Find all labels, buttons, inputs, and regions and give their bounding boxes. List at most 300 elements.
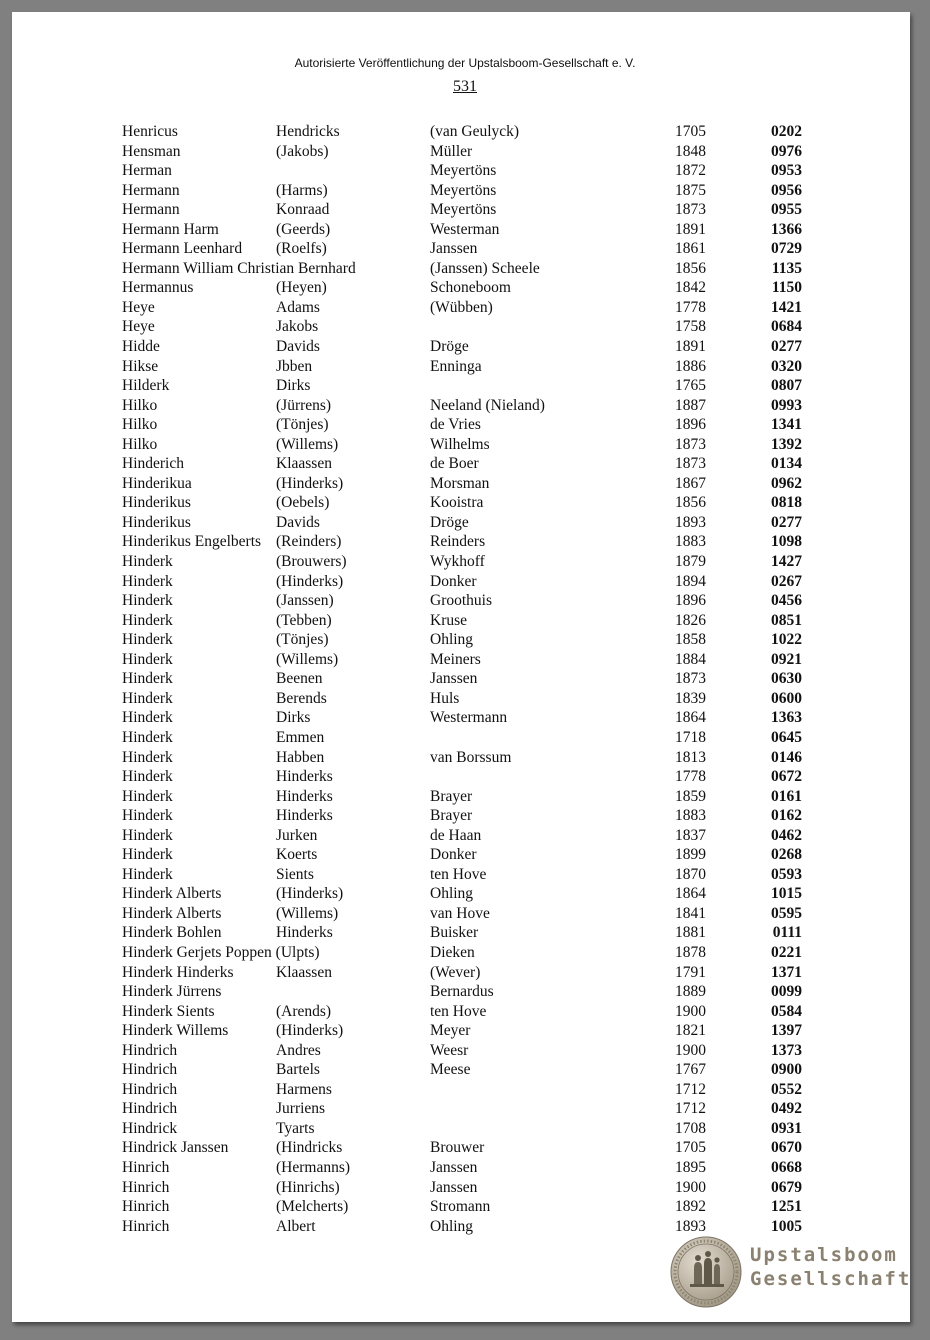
entry-year: 1872 (675, 162, 706, 180)
entry-surname: Meyertöns (430, 201, 497, 219)
entry-patronymic: (Willems) (276, 435, 339, 453)
table-row (12, 278, 910, 298)
entry-surname: Bernardus (430, 983, 494, 1001)
entry-number: 0679 (771, 1178, 802, 1196)
entry-number: 0161 (771, 787, 802, 805)
entry-first-name: Hinderk (122, 807, 173, 825)
entry-surname: Meyertöns (430, 181, 497, 199)
table-row (12, 493, 910, 513)
table-row (12, 728, 910, 748)
entry-surname: Dröge (430, 513, 469, 531)
entry-patronymic: (Hinrichs) (276, 1178, 340, 1196)
entry-patronymic: Hendricks (276, 123, 340, 140)
entry-first-name: Hidde (122, 338, 160, 356)
entry-first-name: Hermannus (122, 279, 194, 297)
entry-surname: (Wever) (430, 963, 481, 981)
entry-patronymic: Tyarts (276, 1119, 315, 1137)
entry-year: 1867 (675, 474, 706, 492)
table-row (12, 923, 910, 943)
entry-first-name: Hindrich (122, 1061, 178, 1079)
entry-first-name: Hinderikus (122, 513, 191, 531)
entry-number: 0595 (771, 904, 802, 922)
entry-patronymic: Davids (276, 513, 320, 531)
entry-surname: (van Geulyck) (430, 123, 520, 140)
document-page (12, 12, 910, 1322)
table-row (12, 1197, 910, 1217)
table-row (12, 1178, 910, 1198)
entry-number: 0111 (772, 924, 802, 942)
entry-number: 0162 (771, 807, 802, 825)
entry-first-name: Hinderikus Engelberts (122, 533, 262, 551)
entry-first-name: Hinderk Alberts (122, 885, 222, 903)
entry-number: 0492 (771, 1100, 802, 1118)
entry-year: 1879 (675, 553, 706, 571)
entry-number: 0221 (771, 943, 802, 961)
entry-year: 1896 (675, 416, 706, 434)
entry-number: 0202 (771, 123, 802, 140)
table-row (12, 572, 910, 592)
entry-year: 1886 (675, 357, 706, 375)
table-row (12, 904, 910, 924)
society-logo (670, 1236, 912, 1316)
entry-first-name: Hilko (122, 416, 158, 434)
entry-surname: Enninga (430, 357, 482, 375)
table-row (12, 884, 910, 904)
entry-year: 1889 (675, 983, 706, 1001)
entry-year: 1891 (675, 338, 706, 356)
page-header: Autorisierte Veröffentlichung der Upstalsboom-Gesellschaft e. V. (294, 56, 636, 70)
entry-surname: Dröge (430, 338, 469, 356)
entry-patronymic: Klaassen (276, 963, 332, 981)
entry-year: 1813 (675, 748, 706, 766)
entry-patronymic: Albert (276, 1217, 316, 1235)
entry-year: 1778 (675, 298, 706, 316)
table-row (12, 513, 910, 533)
entry-patronymic: (Hermanns) (276, 1158, 351, 1176)
entry-first-name: Heye (122, 298, 155, 316)
entry-year: 1859 (675, 787, 706, 805)
entry-surname: (Janssen) Scheele (430, 259, 540, 277)
entry-year: 1896 (675, 592, 706, 610)
entry-surname: Ohling (430, 885, 474, 903)
table-row (12, 122, 910, 142)
entry-patronymic: Bartels (276, 1061, 320, 1079)
entry-number: 1392 (771, 435, 802, 453)
entry-surname: Meese (430, 1061, 471, 1079)
entry-number: 1251 (771, 1198, 802, 1216)
entry-surname: Meiners (430, 650, 481, 668)
entry-surname: Janssen (430, 1178, 478, 1196)
entry-first-name: Hindrich (122, 1041, 178, 1059)
entry-number: 0900 (771, 1061, 802, 1079)
table-row (12, 787, 910, 807)
table-row (12, 396, 910, 416)
entry-surname: Schoneboom (430, 279, 511, 297)
entry-first-name: Hindrich (122, 1100, 178, 1118)
table-row (12, 474, 910, 494)
entry-year: 1712 (675, 1100, 706, 1118)
entry-year: 1765 (675, 377, 706, 395)
entry-year: 1883 (675, 533, 706, 551)
entry-surname: de Haan (430, 826, 482, 844)
entry-year: 1718 (675, 728, 706, 746)
table-row (12, 943, 910, 963)
entry-year: 1826 (675, 611, 706, 629)
entry-surname: de Vries (430, 416, 481, 434)
entry-number: 1022 (771, 631, 802, 649)
entry-patronymic: Jurken (276, 826, 318, 844)
entry-year: 1873 (675, 435, 706, 453)
entry-first-name: Hinderk (122, 611, 173, 629)
table-row (12, 865, 910, 885)
entry-surname: Huls (430, 689, 460, 707)
entry-year: 1712 (675, 1080, 706, 1098)
seal-icon (670, 1236, 742, 1308)
table-row (12, 454, 910, 474)
entry-surname: Ohling (430, 631, 474, 649)
entry-number: 1427 (771, 553, 802, 571)
entry-patronymic: Jurriens (276, 1100, 326, 1118)
entry-patronymic: (Hinderks) (276, 474, 344, 492)
entry-patronymic: Klaassen (276, 455, 332, 473)
entry-year: 1864 (675, 885, 706, 903)
entry-first-name: Hindrick Janssen (122, 1139, 229, 1157)
entry-surname: Janssen (430, 1158, 478, 1176)
entry-patronymic: (Reinders) (276, 533, 342, 551)
entry-number: 0552 (771, 1080, 802, 1098)
entry-surname: Kruse (430, 611, 468, 629)
entry-surname: Neeland (Nieland) (430, 396, 545, 414)
entry-number: 1373 (771, 1041, 802, 1059)
entry-number: 0134 (771, 455, 802, 473)
entry-surname: Müller (430, 142, 473, 160)
table-row (12, 1080, 910, 1100)
logo-text-line1: Upstalsboom (750, 1244, 898, 1266)
entry-first-name: Hinderk (122, 572, 173, 590)
entry-surname: Reinders (430, 533, 486, 551)
entry-patronymic: Jakobs (276, 318, 319, 336)
entry-first-name: Hinderk Hinderks (122, 963, 234, 981)
entry-number: 1098 (771, 533, 802, 551)
entry-year: 1870 (675, 865, 706, 883)
entry-surname: (Wübben) (430, 298, 493, 316)
entry-number: 0645 (771, 728, 802, 746)
entry-number: 0851 (771, 611, 802, 629)
entry-year: 1839 (675, 689, 706, 707)
entry-first-name: Hilderk (122, 377, 170, 395)
table-row (12, 239, 910, 259)
table-row (12, 298, 910, 318)
table-row (12, 1002, 910, 1022)
entry-first-name: Hinderk (122, 768, 173, 786)
entry-first-name: Hermann Harm (122, 220, 219, 238)
entry-number: 1150 (771, 279, 802, 297)
entry-number: 0956 (771, 181, 802, 199)
entry-year: 1893 (675, 513, 706, 531)
entry-number: 1135 (771, 259, 802, 277)
entry-first-name: Hinrich (122, 1158, 170, 1176)
table-row (12, 1217, 910, 1237)
entry-patronymic: Habben (276, 748, 325, 766)
entry-number: 1397 (771, 1022, 802, 1040)
entry-patronymic: Hinderks (276, 924, 333, 942)
entry-number: 1371 (771, 963, 802, 981)
entry-patronymic: (Melcherts) (276, 1198, 349, 1216)
entry-patronymic: (Willems) (276, 650, 339, 668)
entry-first-name: Hinderk Bohlen (122, 924, 222, 942)
entry-year: 1899 (675, 846, 706, 864)
entry-first-name: Heye (122, 318, 155, 336)
entry-patronymic: (Arends) (276, 1002, 332, 1020)
entry-patronymic: (Harms) (276, 181, 328, 199)
entry-patronymic: (Hinderks) (276, 885, 344, 903)
entry-surname: Ohling (430, 1217, 474, 1235)
entry-first-name: Hinderk (122, 631, 173, 649)
entry-surname: Wilhelms (430, 435, 490, 453)
entry-first-name: Hinderk (122, 689, 173, 707)
logo-text-line2: Gesellschaft (750, 1268, 912, 1290)
entry-number: 0267 (771, 572, 802, 590)
entry-patronymic: (Brouwers) (276, 553, 347, 571)
entry-patronymic: Emmen (276, 728, 325, 746)
entry-patronymic: (Jakobs) (276, 142, 329, 160)
entry-year: 1837 (675, 826, 706, 844)
entry-patronymic: Davids (276, 338, 320, 356)
entry-surname: Stromann (430, 1198, 491, 1216)
table-row (12, 963, 910, 983)
entry-first-name: Henricus (122, 123, 178, 140)
entry-year: 1856 (675, 494, 706, 512)
entry-year: 1892 (675, 1198, 706, 1216)
entry-number: 0729 (771, 240, 802, 258)
entry-year: 1864 (675, 709, 706, 727)
entry-patronymic: Berends (276, 689, 327, 707)
entry-year: 1900 (675, 1002, 706, 1020)
entry-surname: Groothuis (430, 592, 492, 610)
entry-surname: Morsman (430, 474, 490, 492)
entry-number: 0668 (771, 1158, 802, 1176)
entry-first-name: Hermann William Christian Bernhard (122, 259, 356, 277)
table-row (12, 1041, 910, 1061)
table-row (12, 591, 910, 611)
entry-year: 1900 (675, 1041, 706, 1059)
entry-first-name: Hermann Leenhard (122, 240, 243, 258)
entry-year: 1767 (675, 1061, 706, 1079)
entry-number: 1015 (771, 885, 802, 903)
table-row (12, 826, 910, 846)
entry-surname: Meyer (430, 1022, 471, 1040)
entry-year: 1883 (675, 807, 706, 825)
table-row (12, 630, 910, 650)
entry-patronymic: (Willems) (276, 904, 339, 922)
table-row (12, 337, 910, 357)
table-row (12, 552, 910, 572)
entry-number: 0099 (771, 983, 802, 1001)
entry-first-name: Hinderk Alberts (122, 904, 222, 922)
entry-patronymic: (Oebels) (276, 494, 330, 512)
table-row (12, 748, 910, 768)
entry-first-name: Hinderk (122, 553, 173, 571)
entry-patronymic: Jbben (276, 357, 313, 375)
table-row (12, 1099, 910, 1119)
entry-patronymic: (Heyen) (276, 279, 327, 297)
entry-number: 0593 (771, 865, 802, 883)
entry-first-name: Hermann (122, 201, 180, 219)
entry-first-name: Hinderk (122, 846, 173, 864)
entry-surname: Brayer (430, 807, 473, 825)
entry-year: 1873 (675, 201, 706, 219)
entry-patronymic: (Jürrens) (276, 396, 332, 414)
entry-first-name: Hikse (122, 357, 159, 375)
entry-number: 0953 (771, 162, 802, 180)
entry-number: 0993 (771, 396, 802, 414)
entry-year: 1778 (675, 768, 706, 786)
entry-first-name: Hindrick (122, 1119, 178, 1137)
entry-year: 1873 (675, 670, 706, 688)
entry-year: 1858 (675, 631, 706, 649)
entry-surname: Donker (430, 846, 477, 864)
entry-patronymic: (Hindricks (276, 1139, 343, 1157)
entry-surname: ten Hove (430, 1002, 487, 1020)
entry-year: 1895 (675, 1158, 706, 1176)
entry-number: 0146 (771, 748, 802, 766)
entry-year: 1841 (675, 904, 706, 922)
entry-year: 1875 (675, 181, 706, 199)
entry-surname: Brayer (430, 787, 473, 805)
entry-first-name: Hensman (122, 142, 181, 160)
table-row (12, 161, 910, 181)
entry-number: 0600 (771, 689, 802, 707)
table-row (12, 1158, 910, 1178)
table-row (12, 1119, 910, 1139)
table-row (12, 1060, 910, 1080)
entry-patronymic: Hinderks (276, 768, 333, 786)
table-row (12, 1138, 910, 1158)
entry-year: 1758 (675, 318, 706, 336)
table-row (12, 689, 910, 709)
entry-first-name: Hinderk (122, 650, 173, 668)
table-row (12, 669, 910, 689)
entry-patronymic: Adams (276, 298, 320, 316)
table-row (12, 806, 910, 826)
table-row (12, 611, 910, 631)
entry-patronymic: Konraad (276, 201, 330, 219)
entry-first-name: Hinrich (122, 1198, 170, 1216)
entry-year: 1900 (675, 1178, 706, 1196)
entry-surname: de Boer (430, 455, 479, 473)
entry-first-name: Hinderk (122, 709, 173, 727)
entry-first-name: Hinderk (122, 670, 173, 688)
entry-year: 1856 (675, 259, 706, 277)
table-row (12, 220, 910, 240)
entry-patronymic: (Hinderks) (276, 1022, 344, 1040)
page-number: 531 (453, 78, 477, 95)
entry-number: 1366 (771, 220, 802, 238)
entry-first-name: Hinderikua (122, 474, 192, 492)
table-row (12, 845, 910, 865)
entry-surname: Janssen (430, 670, 478, 688)
entry-first-name: Hinderk Gerjets Poppen (Ulpts) (122, 943, 320, 961)
entry-number: 0630 (771, 670, 802, 688)
entry-first-name: Hinderk (122, 592, 173, 610)
entry-surname: Westermann (430, 709, 508, 727)
table-row (12, 435, 910, 455)
entry-patronymic: Harmens (276, 1080, 332, 1098)
entry-list (12, 122, 910, 1236)
entry-patronymic: (Janssen) (276, 592, 334, 610)
entry-year: 1791 (675, 963, 706, 981)
entry-number: 0955 (771, 201, 802, 219)
entry-year: 1842 (675, 279, 706, 297)
entry-patronymic: Andres (276, 1041, 321, 1059)
entry-patronymic: Hinderks (276, 787, 333, 805)
entry-number: 0277 (771, 513, 802, 531)
entry-year: 1705 (675, 1139, 706, 1157)
entry-surname: Meyertöns (430, 162, 497, 180)
entry-number: 0462 (771, 826, 802, 844)
entry-patronymic: Dirks (276, 377, 311, 395)
entry-patronymic: Dirks (276, 709, 311, 727)
entry-first-name: Herman (122, 162, 172, 180)
entry-first-name: Hermann (122, 181, 180, 199)
entry-first-name: Hinrich (122, 1217, 170, 1235)
entry-number: 0962 (771, 474, 802, 492)
entry-number: 0976 (771, 142, 802, 160)
entry-number: 0921 (771, 650, 802, 668)
entry-first-name: Hinderk Willems (122, 1022, 229, 1040)
entry-surname: Dieken (430, 943, 475, 961)
entry-number: 0584 (771, 1002, 802, 1020)
table-row (12, 142, 910, 162)
entry-first-name: Hilko (122, 435, 158, 453)
table-row (12, 1021, 910, 1041)
table-row (12, 200, 910, 220)
entry-number: 0320 (771, 357, 802, 375)
entry-surname: Donker (430, 572, 477, 590)
table-row (12, 415, 910, 435)
entry-year: 1861 (675, 240, 706, 258)
entry-patronymic: Beenen (276, 670, 323, 688)
table-row (12, 708, 910, 728)
entry-year: 1884 (675, 650, 706, 668)
entry-first-name: Hinderk (122, 826, 173, 844)
entry-year: 1873 (675, 455, 706, 473)
table-row (12, 357, 910, 377)
entry-first-name: Hinderk (122, 865, 173, 883)
table-row (12, 376, 910, 396)
entry-surname: Kooistra (430, 494, 484, 512)
entry-first-name: Hinderk (122, 728, 173, 746)
entry-year: 1878 (675, 943, 706, 961)
entry-patronymic: (Hinderks) (276, 572, 344, 590)
entry-surname: ten Hove (430, 865, 487, 883)
entry-number: 0807 (771, 377, 802, 395)
entry-surname: van Hove (430, 904, 490, 922)
table-row (12, 650, 910, 670)
entry-year: 1848 (675, 142, 706, 160)
entry-surname: Janssen (430, 240, 478, 258)
entry-number: 1421 (771, 298, 802, 316)
entry-patronymic: (Geerds) (276, 220, 331, 238)
entry-number: 0456 (771, 592, 802, 610)
entry-surname: Westerman (430, 220, 500, 238)
table-row (12, 982, 910, 1002)
entry-number: 0672 (771, 768, 802, 786)
entry-surname: Buisker (430, 924, 479, 942)
entry-patronymic: Koerts (276, 846, 318, 864)
entry-patronymic: (Tönjes) (276, 416, 329, 434)
entry-number: 1005 (771, 1217, 802, 1235)
